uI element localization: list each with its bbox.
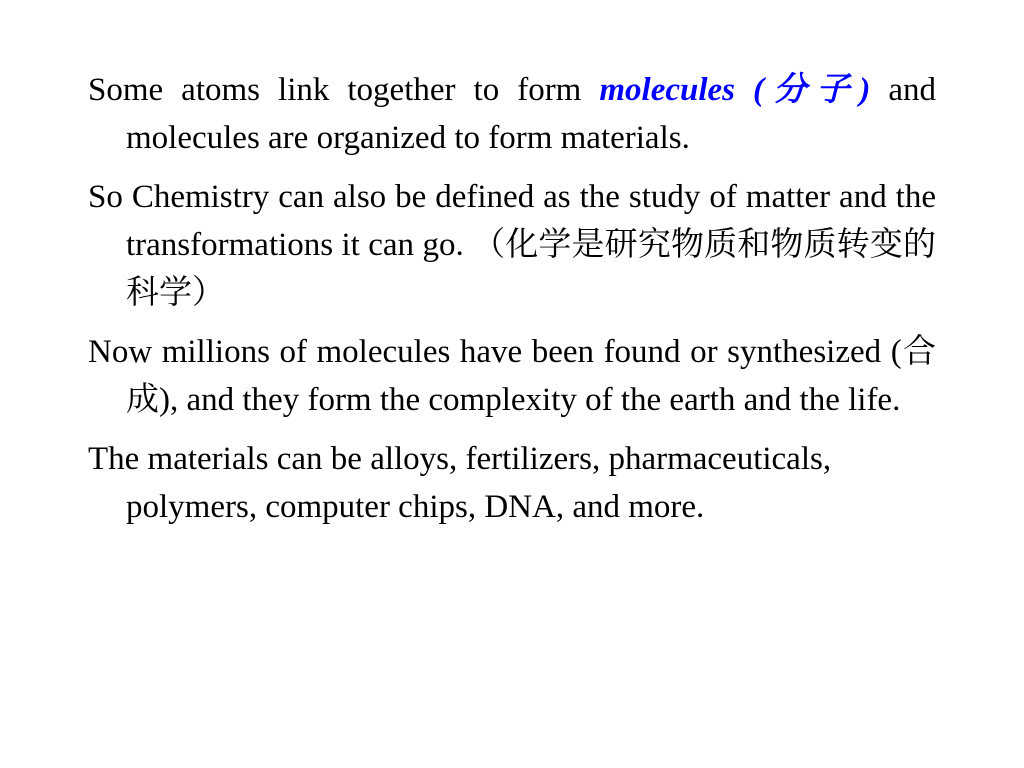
paragraph-chemistry-definition: So Chemistry can also be defined as the study of matter and the transformations it can go. （化学是研究物质和物质转变的科学） — [88, 179, 936, 311]
term-molecules: molecules (分子) — [599, 72, 871, 108]
paragraph-materials: The materials can be alloys, fertilizers, pharmaceuticals, polymers, computer chips, DNA, and more. — [88, 441, 832, 525]
paragraph-molecules-lead: Some atoms link together to form — [88, 72, 600, 108]
slide-body — [88, 66, 936, 542]
paragraph-molecules — [88, 66, 936, 162]
paragraph-molecules-tail: and molecules are organized to form materials. — [126, 72, 936, 156]
paragraph-millions-of-molecules: Now millions of molecules have been found or synthesized (合成), and they form the complexity of the earth and the life. — [88, 334, 936, 418]
